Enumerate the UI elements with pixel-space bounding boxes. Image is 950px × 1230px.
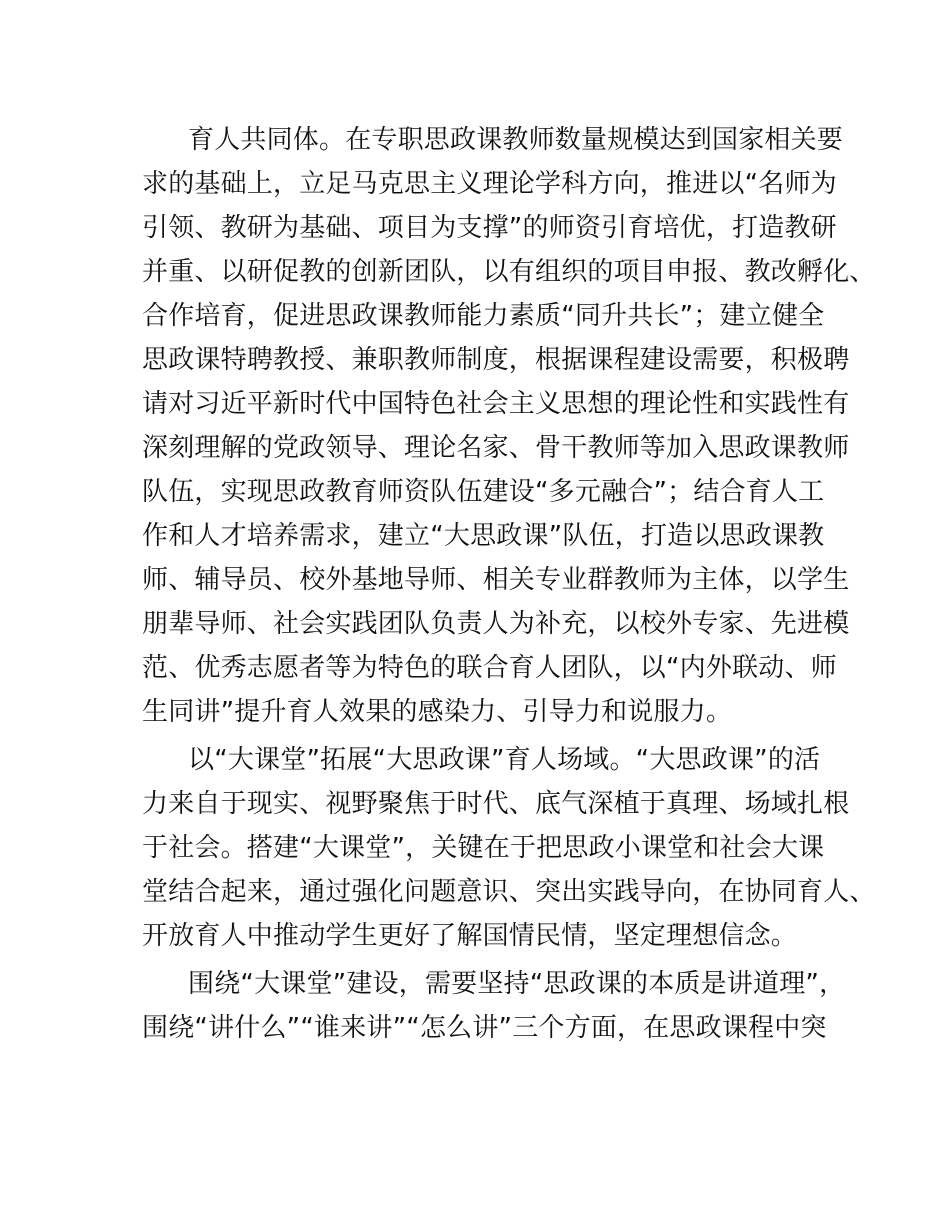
- paragraph-1-line-3: 引领、教研为基础、项目为支撑”的师资引育培优，打造教研: [142, 213, 837, 243]
- paragraph-1-line-11: 师、辅导员、校外基地导师、相关专业群教师为主体，以学生: [142, 565, 850, 595]
- paragraph-1-line-12: 朋辈导师、社会实践团队负责人为补充，以校外专家、先进模: [142, 609, 850, 639]
- paragraph-1-line-10: 作和人才培养需求，建立“大思政课”队伍，打造以思政课教: [142, 521, 825, 551]
- paragraph-1-line-2: 求的基础上，立足马克思主义理论学科方向，推进以“名师为: [142, 169, 837, 199]
- paragraph-1-line-13: 范、优秀志愿者等为特色的联合育人团队，以“内外联动、师: [142, 653, 837, 683]
- paragraph-3-line-2: 围绕“讲什么”“谁来讲”“怎么讲”三个方面，在思政课程中突: [142, 1013, 827, 1043]
- paragraph-2-line-5: 开放育人中推动学生更好了解国情民情，坚定理想信念。: [142, 921, 798, 951]
- paragraph-3-line-1: 围绕“大课堂”建设，需要坚持“思政课的本质是讲道理”，: [188, 969, 846, 999]
- paragraph-2-line-1: 以“大课堂”拓展“大思政课”育人场域。“大思政课”的活: [188, 745, 821, 775]
- paragraph-1-line-9: 队伍，实现思政教育师资队伍建设“多元融合”；结合育人工: [142, 477, 825, 507]
- paragraph-1-line-8: 深刻理解的党政领导、理论名家、骨干教师等加入思政课教师: [142, 433, 850, 463]
- paragraph-1-line-14: 生同讲”提升育人效果的感染力、引导力和说服力。: [142, 697, 733, 727]
- paragraph-1-line-1: 育人共同体。在专职思政课教师数量规模达到国家相关要: [188, 125, 844, 155]
- paragraph-2-line-4: 堂结合起来，通过强化问题意识、突出实践导向，在协同育人、: [142, 877, 876, 907]
- paragraph-2-line-3: 于社会。搭建“大课堂”，关键在于把思政小课堂和社会大课: [142, 833, 825, 863]
- paragraph-2-line-2: 力来自于现实、视野聚焦于时代、底气深植于真理、场域扎根: [142, 789, 850, 819]
- paragraph-1-line-6: 思政课特聘教授、兼职教师制度，根据课程建设需要，积极聘: [142, 345, 850, 375]
- paragraph-1-line-4: 并重、以研促教的创新团队，以有组织的项目申报、教改孵化、: [142, 257, 876, 287]
- paragraph-1-line-5: 合作培育，促进思政课教师能力素质“同升共长”；建立健全: [142, 301, 825, 331]
- paragraph-1-line-7: 请对习近平新时代中国特色社会主义思想的理论性和实践性有: [142, 389, 850, 419]
